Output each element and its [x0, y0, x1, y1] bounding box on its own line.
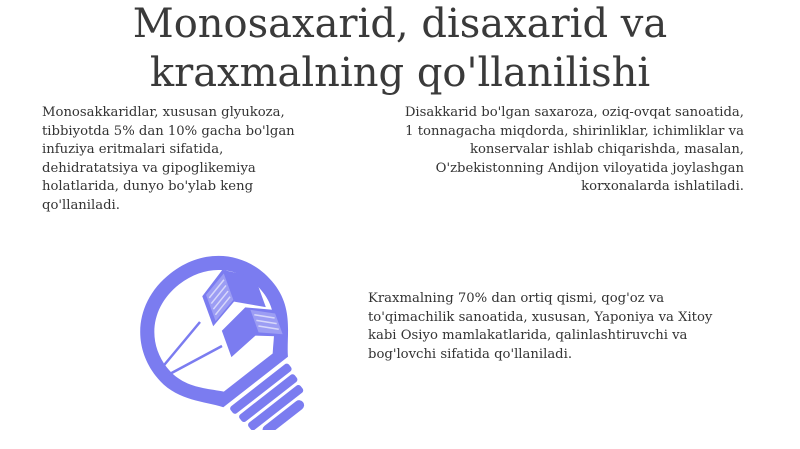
lightbulb-book-icon [100, 250, 315, 434]
paragraph-line: infuziya eritmalari sifatida, [42, 142, 224, 157]
paragraph-line: konservalar ishlab chiqarishda, masalan, [469, 142, 744, 157]
title-line-2: kraxmalning qo'llanilishi [149, 50, 651, 96]
paragraph-line: holatlarida, dunyo bo'ylab keng [42, 179, 254, 194]
paragraph-line: kabi Osiyo mamlakatlarida, qalinlashtiruvchi va [368, 328, 688, 343]
paragraph-line: Kraxmalning 70% dan ortiq qismi, qog'oz va [368, 291, 665, 306]
monosaccharide-paragraph [42, 104, 295, 215]
page-title [0, 0, 800, 98]
paragraph-line: 1 tonnagacha miqdorda, shirinliklar, ichimliklar va [405, 123, 744, 139]
title-line-1: Monosaxarid, disaxarid va [132, 1, 668, 47]
paragraph-line: tibbiyotda 5% dan 10% gacha bo'lgan [42, 123, 295, 139]
paragraph-line: korxonalarda ishlatiladi. [581, 179, 744, 194]
paragraph-line: to'qimachilik sanoatida, xususan, Yaponiya va Xitoy [368, 309, 713, 325]
starch-paragraph [368, 290, 712, 364]
paragraph-line: qo'llaniladi. [42, 197, 120, 213]
paragraph-line: dehidratatsiya va gipoglikemiya [42, 160, 256, 176]
paragraph-line: Disakkarid bo'lgan saxaroza, oziq-ovqat sanoatida, [404, 105, 744, 120]
paragraph-line: O'zbekistonning Andijon viloyatida joylashgan [435, 160, 744, 176]
paragraph-line: Monosakkaridlar, xususan glyukoza, [42, 105, 285, 120]
disaccharide-paragraph [372, 104, 744, 197]
paragraph-line: bog'lovchi sifatida qo'llaniladi. [368, 346, 573, 362]
